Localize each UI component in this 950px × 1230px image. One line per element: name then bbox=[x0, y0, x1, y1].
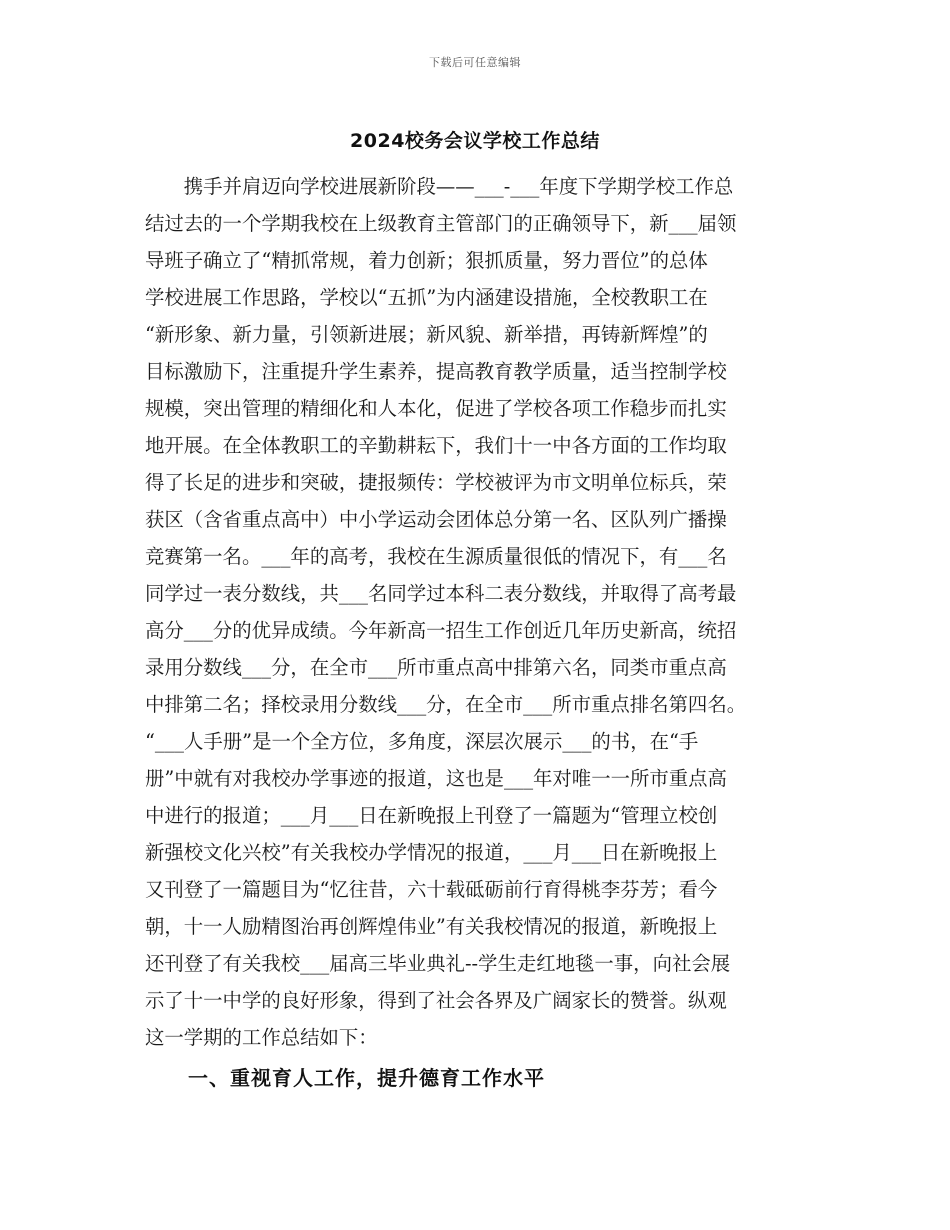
body-line: 还刊登了有关我校___届高三毕业典礼--学生走红地毯一事，向社会展 bbox=[145, 952, 731, 975]
body-line: “___人手册”是一个全方位，多角度，深层次展示___的书，在“手 bbox=[145, 730, 699, 753]
body-line: 中排第二名；择校录用分数线___分，在全市___所市重点排名第四名。 bbox=[145, 693, 747, 716]
body-line: 新强校文化兴校”有关我校办学情况的报道，___月___日在新晚报上 bbox=[145, 841, 718, 864]
body-paragraph bbox=[145, 168, 815, 1056]
body-line: 录用分数线___分，在全市___所市重点高中排第六名，同类市重点高 bbox=[145, 656, 727, 679]
body-line: 高分___分的优异成绩。今年新高一招生工作创近几年历史新高，统招 bbox=[145, 619, 737, 642]
document-title: 2024校务会议学校工作总结 bbox=[350, 130, 600, 152]
body-line: 这一学期的工作总结如下： bbox=[145, 1026, 378, 1049]
body-line: 又刊登了一篇题目为“忆往昔，六十载砥砺前行育得桃李芬芳；看今 bbox=[145, 878, 718, 901]
body-line: 示了十一中学的良好形象，得到了社会各界及广阔家长的赞誉。纵观 bbox=[145, 989, 727, 1012]
body-line: 朝，十一人励精图治再创辉煌伟业”有关我校情况的报道，新晚报上 bbox=[145, 915, 718, 938]
header-note: 下载后可任意编辑 bbox=[429, 56, 521, 69]
body-line: 携手并肩迈向学校进展新阶段——___-___年度下学期学校工作总 bbox=[145, 175, 734, 198]
body-line: 竞赛第一名。___年的高考，我校在生源质量很低的情况下，有___名 bbox=[145, 545, 727, 568]
body-line: 规模，突出管理的精细化和人本化，促进了学校各项工作稳步而扎实 bbox=[145, 397, 727, 420]
body-line: 中进行的报道；___月___日在新晚报上刊登了一篇题为“管理立校创 bbox=[145, 804, 718, 827]
section-heading: 一、重视育人工作，提升德育工作水平 bbox=[188, 1066, 545, 1090]
body-line: 册”中就有对我校办学事迹的报道，这也是___年对唯一一所市重点高 bbox=[145, 767, 727, 790]
body-line: 得了长足的进步和突破，捷报频传：学校被评为市文明单位标兵，荣 bbox=[145, 471, 727, 494]
body-line: 目标激励下，注重提升学生素养，提高教育教学质量，适当控制学校 bbox=[145, 360, 727, 383]
body-line: “新形象、新力量，引领新进展；新风貌、新举措，再铸新辉煌”的 bbox=[145, 323, 708, 346]
body-line: 同学过一表分数线，共___名同学过本科二表分数线，并取得了高考最 bbox=[145, 582, 737, 605]
body-line: 地开展。在全体教职工的辛勤耕耘下，我们十一中各方面的工作均取 bbox=[145, 434, 727, 457]
body-line: 结过去的一个学期我校在上级教育主管部门的正确领导下，新___届领 bbox=[145, 212, 737, 235]
body-line: 获区（含省重点高中）中小学运动会团体总分第一名、区队列广播操 bbox=[145, 508, 727, 531]
body-line: 学校进展工作思路，学校以“五抓”为内涵建设措施，全校教职工在 bbox=[145, 286, 708, 309]
body-line: 导班子确立了“精抓常规，着力创新；狠抓质量，努力晋位”的总体 bbox=[145, 249, 708, 272]
